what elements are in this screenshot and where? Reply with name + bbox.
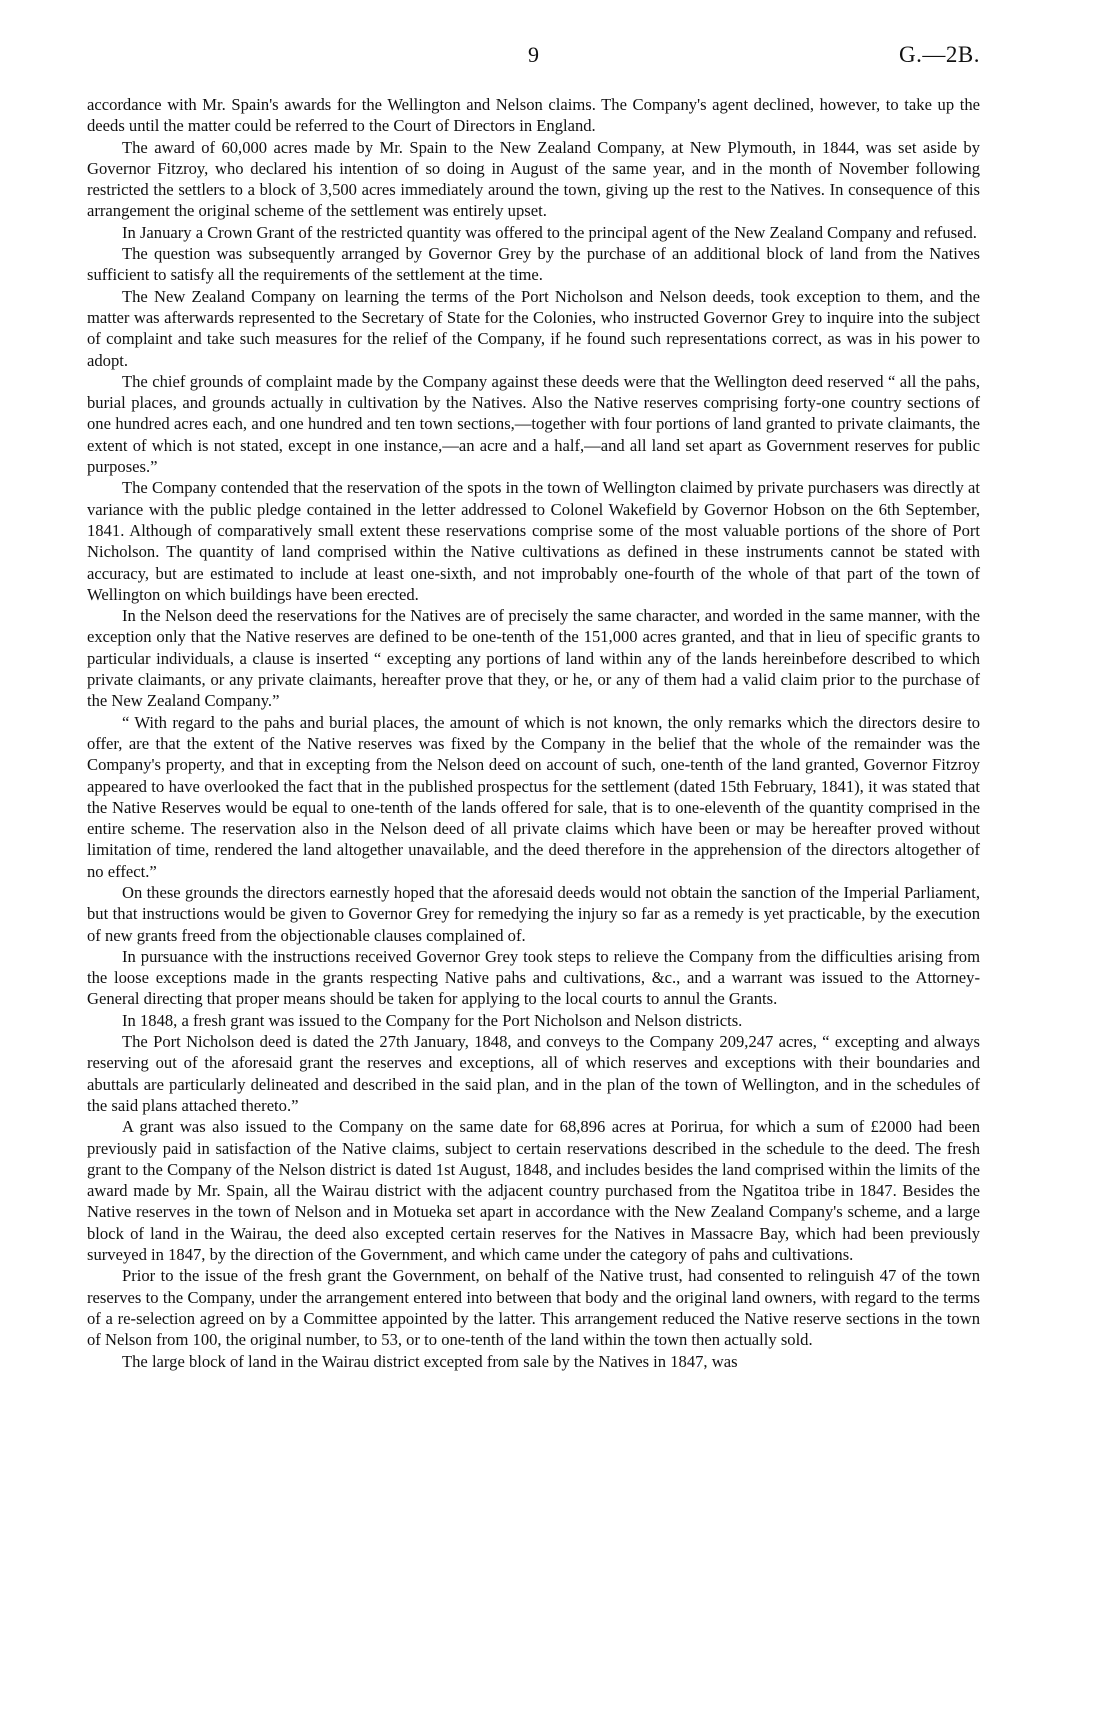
paragraph-13: The Port Nicholson deed is dated the 27th January, 1848, and conveys to the Company 209,247 acres, “ excepting and always reserving out of the aforesaid grant the reserves and exceptions, all of which reserves and exceptions with their boundaries and abuttals are particularly delineated and described in the said plan, and in the plan of the town of Wellington, and in the schedules of the said plans attached thereto.” <box>87 1032 980 1115</box>
paragraph-1: accordance with Mr. Spain's awards for the Wellington and Nelson claims. The Company's agent declined, however, to take up the deeds until the matter could be referred to the Court of Directors in England. <box>87 95 980 136</box>
paragraph-6: The chief grounds of complaint made by the Company against these deeds were that the Wellington deed reserved “ all the pahs, burial places, and grounds actually in cultivation by the Natives. Also the Native reserves comprising forty-one country sections of one hundred acres each, and one hundred and ten town sections,—together with four portions of land granted to private claimants, the extent of which is not stated, except in one instance,—an acre and a half,—and all land set apart as Government reserves for public purposes.” <box>87 371 980 477</box>
body-text <box>87 94 980 1372</box>
paragraph-9: “ With regard to the pahs and burial places, the amount of which is not known, the only remarks which the directors desire to offer, are that the extent of the Native reserves was fixed by the Company in the belief that the whole of the remainder was the Company's property, and that in excepting from the Nelson deed on account of such, one-tenth of the land granted, Governor Fitzroy appeared to have overlooked the fact that in the published prospectus for the settlement (dated 15th February, 1841), it was stated that the Native Reserves would be equal to one-tenth of the lands offered for sale, that is to one-eleventh of the quantity comprised in the entire scheme. The reservation also in the Nelson deed of all private claims which have been or may be hereafter proved without limitation of time, rendered the land altogether unavailable, and the deed therefore in the apprehension of the directors altogether of no effect.” <box>87 712 980 881</box>
page-number: 9 <box>528 42 539 67</box>
paragraph-10: On these grounds the directors earnestly hoped that the aforesaid deeds would not obtain the sanction of the Imperial Parliament, but that instructions would be given to Governor Grey for remedying the injury so far as a remedy is yet practicable, by the execution of new grants freed from the objectionable clauses complained of. <box>87 882 980 945</box>
paragraph-15: Prior to the issue of the fresh grant the Government, on behalf of the Native trust, had consented to relinguish 47 of the town reserves to the Company, under the arrangement entered into between that body and the original land owners, with regard to the terms of a re-selection agreed on by a Committee appointed by the latter. This arrangement reduced the Native reserve sections in the town of Nelson from 100, the original number, to 53, or to one-tenth of the land within the town then actually sold. <box>87 1266 980 1350</box>
paragraph-16: The large block of land in the Wairau district excepted from sale by the Natives in 1847, was <box>122 1351 738 1371</box>
paragraph-11: In pursuance with the instructions received Governor Grey took steps to relieve the Company from the difficulties arising from the loose exceptions made in the grants respecting Native pahs and cultivations, &c., and a warrant was issued to the Attorney-General directing that proper means should be taken for applying to the local courts to annul the Grants. <box>87 946 980 1009</box>
paragraph-2: The award of 60,000 acres made by Mr. Spain to the New Zealand Company, at New Plymouth, in 1844, was set aside by Governor Fitzroy, who declared his intention of so doing in August of the same year, and in the month of November following restricted the settlers to a block of 3,500 acres immediately around the town, giving up the rest to the Natives. In consequence of this arrangement the original scheme of the settlement was entirely upset. <box>87 137 980 221</box>
paragraph-8: In the Nelson deed the reservations for the Natives are of precisely the same character, and worded in the same manner, with the exception only that the Native reserves are defined to be one-tenth of the 151,000 acres granted, and that in lieu of specific grants to particular individuals, a clause is inserted “ excepting any portions of land within any of the lands hereinbefore described to which private claimants, or any private claimants, hereafter prove that they, or he, or any of them had a valid claim prior to the purchase of the New Zealand Company.” <box>87 606 980 711</box>
paragraph-3: In January a Crown Grant of the restricted quantity was offered to the principal agent of the New Zealand Company and refused. <box>122 222 977 242</box>
paragraph-12: In 1848, a fresh grant was issued to the Company for the Port Nicholson and Nelson districts. <box>122 1010 743 1030</box>
paragraph-4: The question was subsequently arranged by Governor Grey by the purchase of an additional block of land from the Natives sufficient to satisfy all the requirements of the settlement at the time. <box>87 244 980 285</box>
paragraph-5: The New Zealand Company on learning the terms of the Port Nicholson and Nelson deeds, took exception to them, and the matter was afterwards represented to the Secretary of State for the Colonies, who instructed Governor Grey to inquire into the subject of complaint and take such measures for the relief of the Company, if he found such representations correct, as was in his power to adopt. <box>87 286 980 370</box>
paragraph-14: A grant was also issued to the Company on the same date for 68,896 acres at Porirua, for which a sum of £2000 had been previously paid in satisfaction of the Native claims, subject to certain reservations described in the schedule to the deed. The fresh grant to the Company of the Nelson district is dated 1st August, 1848, and includes besides the land comprised within the limits of the award made by Mr. Spain, all the Wairau district with the adjacent country purchased from the Ngatitoa tribe in 1847. Besides the Native reserves in the town of Nelson and in Motueka set apart in accordance with the New Zealand Company's scheme, and a large block of land in the Wairau, the deed also excepted certain reserves for the Natives in Massacre Bay, which had been previously surveyed in 1847, by the direction of the Government, and which came under the category of pahs and cultivations. <box>87 1117 980 1265</box>
paragraph-7: The Company contended that the reservation of the spots in the town of Wellington claimed by private purchasers was directly at variance with the public pledge contained in the letter addressed to Colonel Wakefield by Governor Hobson on the 6th September, 1841. Although of comparatively small extent these reservations comprise some of the most valuable portions of the shore of Port Nicholson. The quantity of land comprised within the Native cultivations as defined in these instruments cannot be stated with accuracy, but are estimated to include at least one-sixth, and not improbably one-fourth of the whole of that part of the town of Wellington on which buildings have been erected. <box>87 478 980 604</box>
page-header <box>87 42 980 72</box>
series-reference: G.—2B. <box>899 42 980 67</box>
